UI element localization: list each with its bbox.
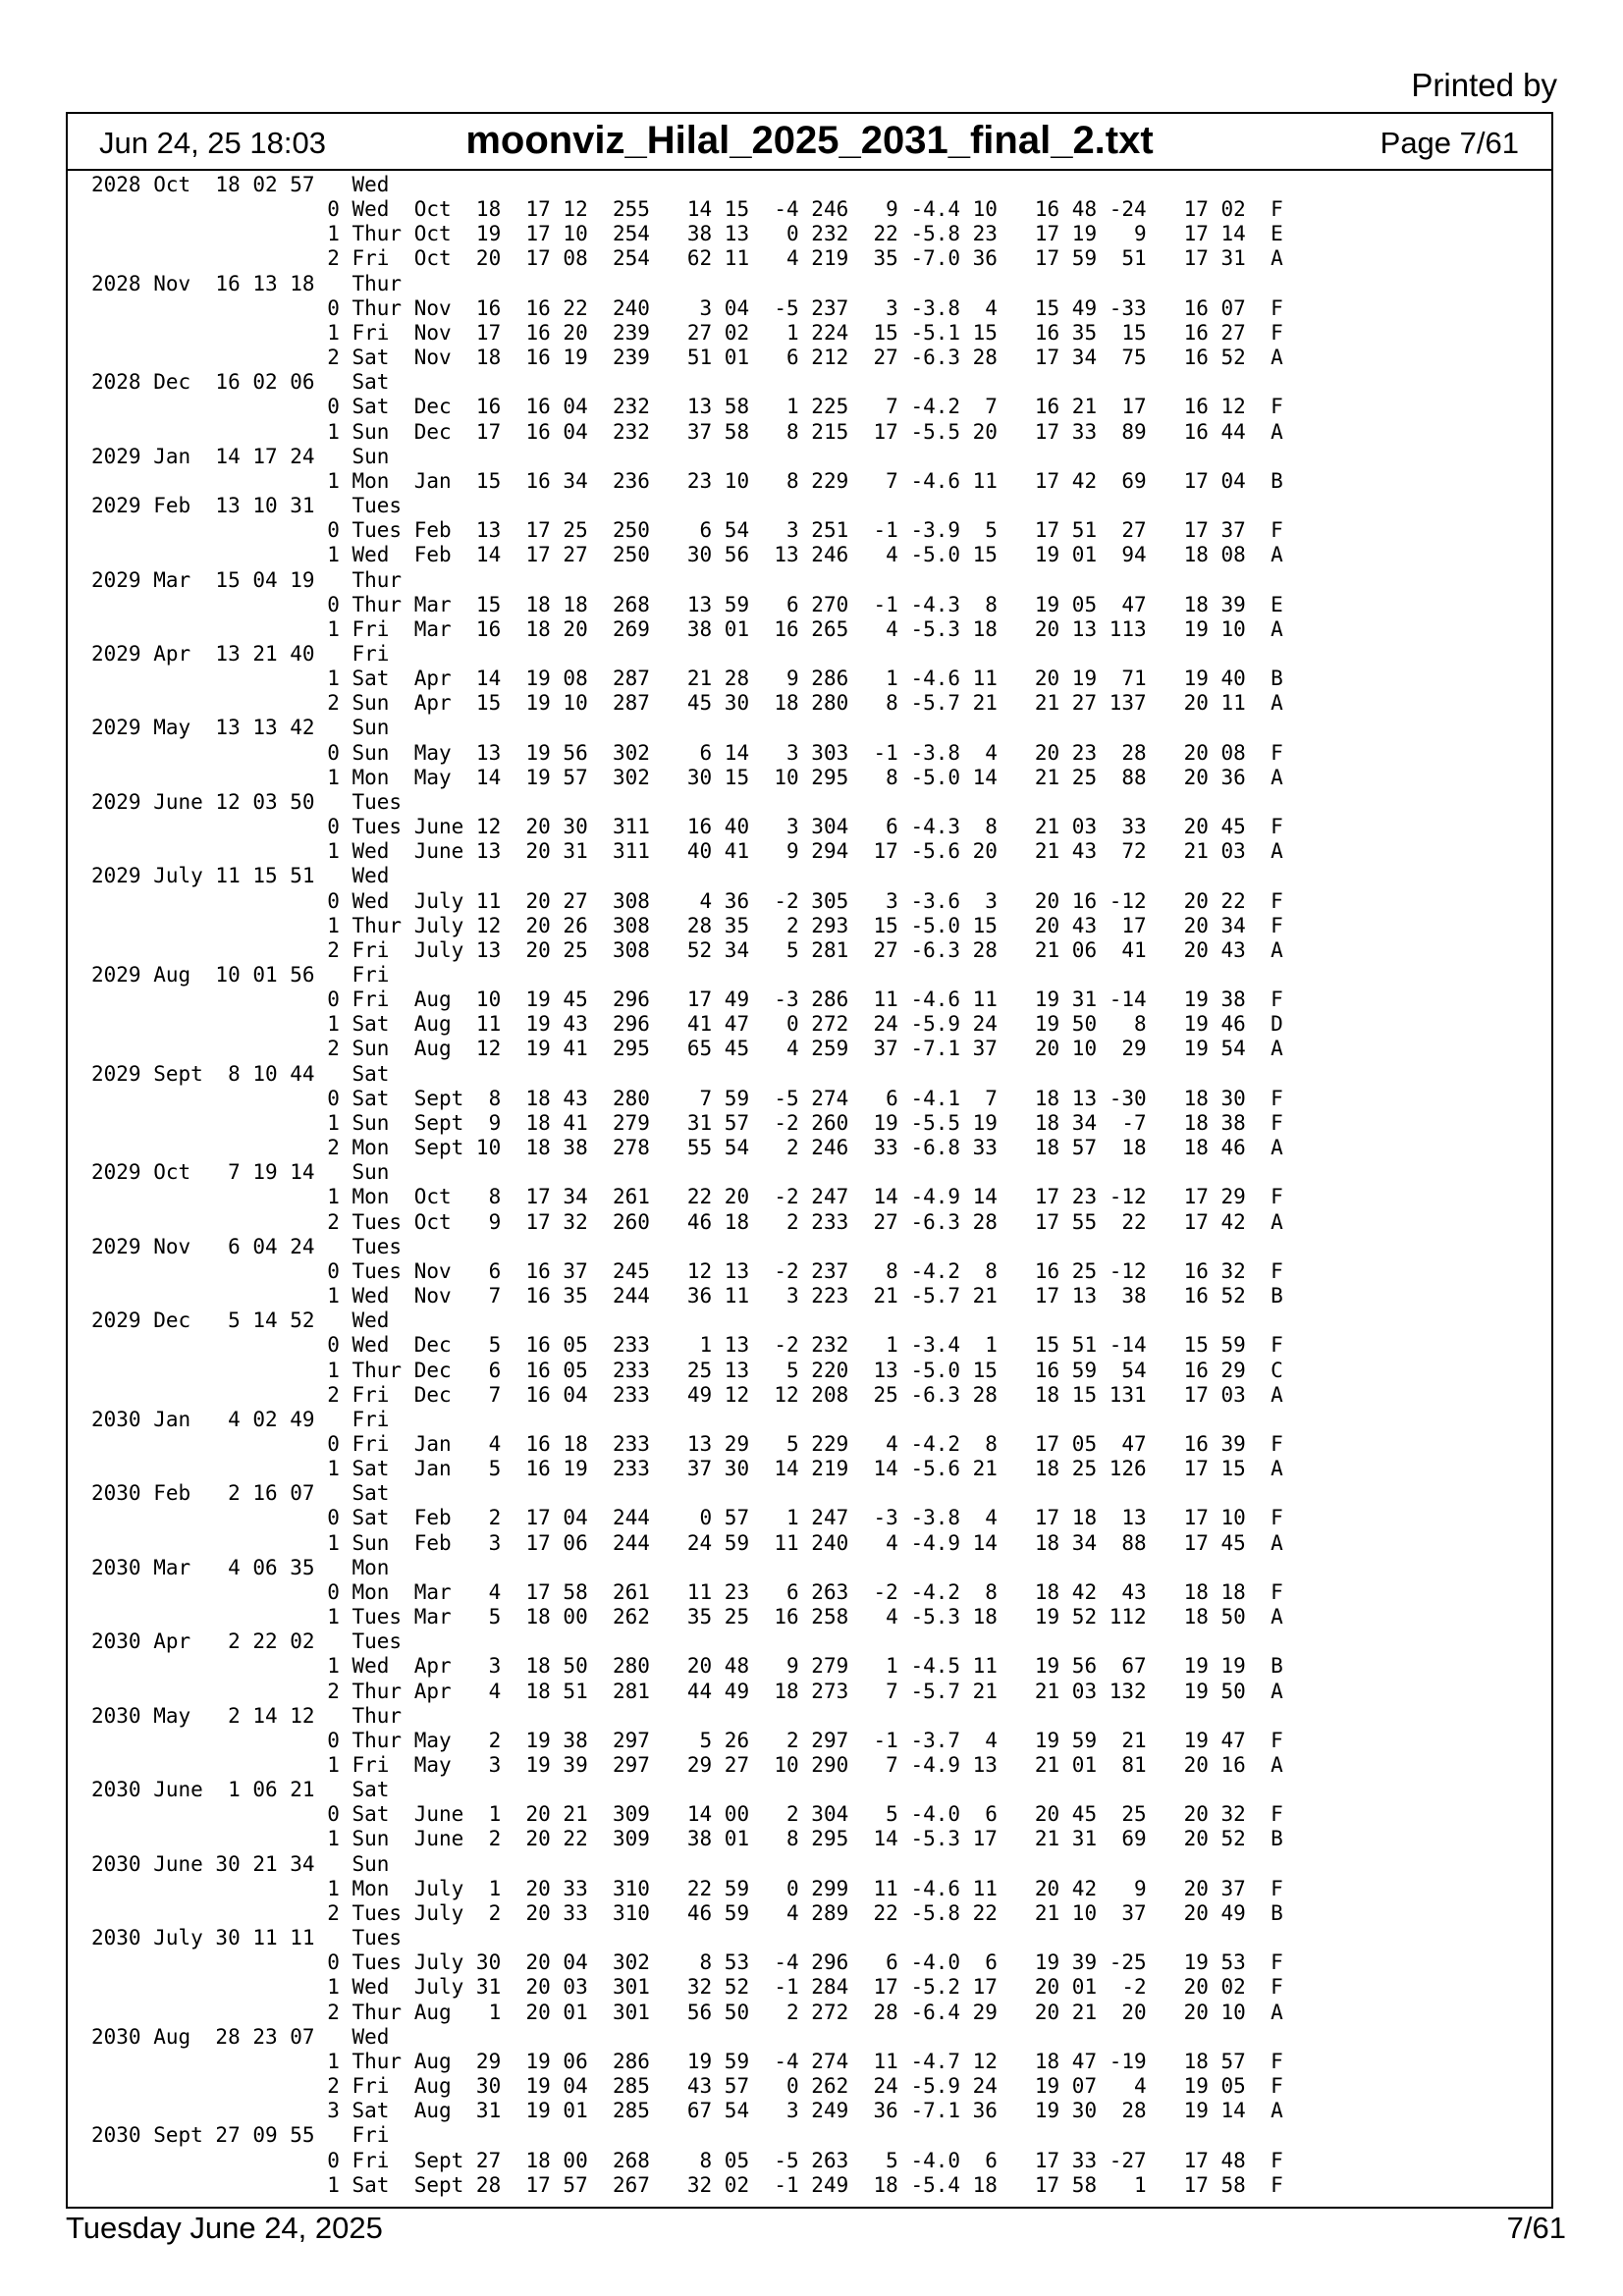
data-row-line: 1 Mon May 14 19 57 302 30 15 10 295 8 -5.0 14 21 25 88 20 36 A: [91, 765, 1283, 789]
data-row-line: 0 Sun May 13 19 56 302 6 14 3 303 -1 -3.8 4 20 23 28 20 08 F: [91, 740, 1283, 765]
data-row-line: 2 Fri Oct 20 17 08 254 62 11 4 219 35 -7.0 36 17 59 51 17 31 A: [91, 246, 1283, 271]
data-row-line: 0 Thur Mar 15 18 18 268 13 59 6 270 -1 -4.3 8 19 05 47 18 39 E: [91, 592, 1283, 616]
data-row-line: 2 Fri Dec 7 16 04 233 49 12 12 208 25 -6.3 28 18 15 131 17 03 A: [91, 1382, 1283, 1407]
data-row-line: 2 Fri Aug 30 19 04 285 43 57 0 262 24 -5.9 24 19 07 4 19 05 F: [91, 2074, 1283, 2099]
data-row-line: 0 Thur Nov 16 16 22 240 3 04 -5 237 3 -3.8 4 15 49 -33 16 07 F: [91, 295, 1283, 320]
data-row-line: 2 Thur Aug 1 20 01 301 56 50 2 272 28 -6.4 29 20 21 20 20 10 A: [91, 2000, 1283, 2024]
event-header-line: 2030 Sept 27 09 55 Fri: [91, 2123, 390, 2148]
data-row-line: 1 Thur Dec 6 16 05 233 25 13 5 220 13 -5.0 15 16 59 54 16 29 C: [91, 1358, 1283, 1382]
header-date: Jun 24, 25 18:03: [99, 126, 326, 160]
data-row-line: 0 Fri Sept 27 18 00 268 8 05 -5 263 5 -4.0 6 17 33 -27 17 48 F: [91, 2148, 1283, 2172]
data-row-line: 0 Wed Dec 5 16 05 233 1 13 -2 232 1 -3.4 1 15 51 -14 15 59 F: [91, 1333, 1283, 1358]
data-row-line: 1 Sun Dec 17 16 04 232 37 58 8 215 17 -5.5 20 17 33 89 16 44 A: [91, 419, 1283, 444]
data-row-line: 0 Thur May 2 19 38 297 5 26 2 297 -1 -3.7 4 19 59 21 19 47 F: [91, 1728, 1283, 1752]
data-row-line: 1 Sun Feb 3 17 06 244 24 59 11 240 4 -4.9 14 18 34 88 17 45 A: [91, 1530, 1283, 1555]
event-header-line: 2029 July 11 15 51 Wed: [91, 864, 390, 888]
data-row-line: 1 Fri Nov 17 16 20 239 27 02 1 224 15 -5.1 15 16 35 15 16 27 F: [91, 320, 1283, 345]
event-header-line: 2030 Feb 2 16 07 Sat: [91, 1481, 390, 1506]
event-header-line: 2030 Jan 4 02 49 Fri: [91, 1407, 390, 1431]
event-header-line: 2029 June 12 03 50 Tues: [91, 789, 403, 814]
data-row-line: 1 Wed Feb 14 17 27 250 30 56 13 246 4 -5.0 15 19 01 94 18 08 A: [91, 543, 1283, 567]
event-header-line: 2030 Mar 4 06 35 Mon: [91, 1555, 390, 1579]
data-row-line: 1 Mon July 1 20 33 310 22 59 0 299 11 -4.6 11 20 42 9 20 37 F: [91, 1876, 1283, 1900]
data-row-line: 0 Fri Aug 10 19 45 296 17 49 -3 286 11 -4.6 11 19 31 -14 19 38 F: [91, 988, 1283, 1012]
event-header-line: 2029 May 13 13 42 Sun: [91, 716, 390, 740]
data-row-line: 1 Sun June 2 20 22 309 38 01 8 295 14 -5.3 17 21 31 69 20 52 B: [91, 1827, 1283, 1851]
data-row-line: 1 Sat Aug 11 19 43 296 41 47 0 272 24 -5.9 24 19 50 8 19 46 D: [91, 1012, 1283, 1037]
event-header-line: 2030 Apr 2 22 02 Tues: [91, 1629, 403, 1654]
data-row-line: 0 Sat Sept 8 18 43 280 7 59 -5 274 6 -4.1 7 18 13 -30 18 30 F: [91, 1086, 1283, 1110]
data-row-line: 1 Fri May 3 19 39 297 29 27 10 290 7 -4.9 13 21 01 81 20 16 A: [91, 1753, 1283, 1777]
data-row-line: 0 Sat Dec 16 16 04 232 13 58 1 225 7 -4.2 7 16 21 17 16 12 F: [91, 395, 1283, 419]
printed-by-label: Printed by: [1411, 67, 1557, 103]
footer-date: Tuesday June 24, 2025: [66, 2211, 383, 2245]
header-filename: moonviz_Hilal_2025_2031_final_2.txt: [465, 119, 1154, 162]
data-row-line: 0 Sat June 1 20 21 309 14 00 2 304 5 -4.0 6 20 45 25 20 32 F: [91, 1802, 1283, 1827]
data-row-line: 1 Thur Oct 19 17 10 254 38 13 0 232 22 -5.8 23 17 19 9 17 14 E: [91, 222, 1283, 246]
event-header-line: 2028 Oct 18 02 57 Wed: [91, 173, 390, 196]
data-row-line: 2 Fri July 13 20 25 308 52 34 5 281 27 -6.3 28 21 06 41 20 43 A: [91, 937, 1283, 962]
data-row-line: 2 Sun Aug 12 19 41 295 65 45 4 259 37 -7.1 37 20 10 29 19 54 A: [91, 1037, 1283, 1061]
text-body: [91, 173, 1542, 2203]
data-row-line: 1 Wed Apr 3 18 50 280 20 48 9 279 1 -4.5 11 19 56 67 19 19 B: [91, 1654, 1283, 1679]
data-row-line: 1 Wed Nov 7 16 35 244 36 11 3 223 21 -5.7 21 17 13 38 16 52 B: [91, 1284, 1283, 1308]
data-row-line: 2 Sat Nov 18 16 19 239 51 01 6 212 27 -6.3 28 17 34 75 16 52 A: [91, 346, 1283, 370]
event-header-line: 2029 Apr 13 21 40 Fri: [91, 641, 390, 666]
data-row-line: 2 Tues Oct 9 17 32 260 46 18 2 233 27 -6.3 28 17 55 22 17 42 A: [91, 1209, 1283, 1234]
data-row-line: 0 Tues Nov 6 16 37 245 12 13 -2 237 8 -4.2 8 16 25 -12 16 32 F: [91, 1258, 1283, 1283]
data-row-line: 1 Fri Mar 16 18 20 269 38 01 16 265 4 -5.3 18 20 13 113 19 10 A: [91, 616, 1283, 641]
data-row-line: 3 Sat Aug 31 19 01 285 67 54 3 249 36 -7.1 36 19 30 28 19 14 A: [91, 2099, 1283, 2123]
event-header-line: 2028 Dec 16 02 06 Sat: [91, 370, 390, 395]
event-header-line: 2030 June 1 06 21 Sat: [91, 1778, 390, 1802]
event-header-line: 2029 Jan 14 17 24 Sun: [91, 444, 390, 468]
data-row-line: 2 Sun Apr 15 19 10 287 45 30 18 280 8 -5.7 21 21 27 137 20 11 A: [91, 691, 1283, 716]
event-header-line: 2029 Oct 7 19 14 Sun: [91, 1160, 390, 1185]
data-row-line: 2 Tues July 2 20 33 310 46 59 4 289 22 -5.8 22 21 10 37 20 49 B: [91, 1900, 1283, 1925]
header-page-number: Page 7/61: [1380, 126, 1519, 160]
event-header-line: 2029 Dec 5 14 52 Wed: [91, 1308, 390, 1333]
event-header-line: 2029 Mar 15 04 19 Thur: [91, 567, 403, 592]
event-header-line: 2030 July 30 11 11 Tues: [91, 1926, 403, 1950]
data-row-line: 1 Mon Jan 15 16 34 236 23 10 8 229 7 -4.6 11 17 42 69 17 04 B: [91, 468, 1283, 493]
data-row-line: 1 Mon Oct 8 17 34 261 22 20 -2 247 14 -4.9 14 17 23 -12 17 29 F: [91, 1185, 1283, 1209]
data-row-line: 1 Sat Sept 28 17 57 267 32 02 -1 249 18 -5.4 18 17 58 1 17 58 F: [91, 2172, 1283, 2197]
data-row-line: 1 Thur July 12 20 26 308 28 35 2 293 15 -5.0 15 20 43 17 20 34 F: [91, 913, 1283, 937]
data-row-line: 2 Thur Apr 4 18 51 281 44 49 18 273 7 -5.7 21 21 03 132 19 50 A: [91, 1679, 1283, 1703]
data-row-line: 0 Fri Jan 4 16 18 233 13 29 5 229 4 -4.2 8 17 05 47 16 39 F: [91, 1431, 1283, 1456]
data-row-line: 1 Sat Apr 14 19 08 287 21 28 9 286 1 -4.6 11 20 19 71 19 40 B: [91, 667, 1283, 691]
data-row-line: 2 Mon Sept 10 18 38 278 55 54 2 246 33 -6.8 33 18 57 18 18 46 A: [91, 1136, 1283, 1160]
data-row-line: 0 Tues June 12 20 30 311 16 40 3 304 6 -4.3 8 21 03 33 20 45 F: [91, 815, 1283, 839]
data-row-line: 0 Wed Oct 18 17 12 255 14 15 -4 246 9 -4.4 10 16 48 -24 17 02 F: [91, 197, 1283, 222]
data-row-line: 1 Wed July 31 20 03 301 32 52 -1 284 17 -5.2 17 20 01 -2 20 02 F: [91, 1975, 1283, 2000]
event-header-line: 2029 Nov 6 04 24 Tues: [91, 1234, 403, 1258]
event-header-line: 2028 Nov 16 13 18 Thur: [91, 271, 403, 295]
data-row-line: 0 Wed July 11 20 27 308 4 36 -2 305 3 -3.6 3 20 16 -12 20 22 F: [91, 888, 1283, 913]
data-row-line: 1 Wed June 13 20 31 311 40 41 9 294 17 -5.6 20 21 43 72 21 03 A: [91, 839, 1283, 864]
data-row-line: 1 Tues Mar 5 18 00 262 35 25 16 258 4 -5.3 18 19 52 112 18 50 A: [91, 1605, 1283, 1629]
data-row-line: 0 Mon Mar 4 17 58 261 11 23 6 263 -2 -4.2 8 18 42 43 18 18 F: [91, 1579, 1283, 1604]
data-row-line: 0 Tues July 30 20 04 302 8 53 -4 296 6 -4.0 6 19 39 -25 19 53 F: [91, 1950, 1283, 1975]
event-header-line: 2029 Feb 13 10 31 Tues: [91, 494, 403, 518]
footer-page-number: 7/61: [1506, 2211, 1566, 2245]
page-header: [68, 114, 1551, 171]
data-row-line: 0 Sat Feb 2 17 04 244 0 57 1 247 -3 -3.8 4 17 18 13 17 10 F: [91, 1506, 1283, 1530]
data-row-line: 1 Thur Aug 29 19 06 286 19 59 -4 274 11 -4.7 12 18 47 -19 18 57 F: [91, 2049, 1283, 2073]
page-frame: [66, 112, 1553, 2209]
data-row-line: 1 Sun Sept 9 18 41 279 31 57 -2 260 19 -5.5 19 18 34 -7 18 38 F: [91, 1110, 1283, 1135]
event-header-line: 2030 May 2 14 12 Thur: [91, 1703, 403, 1728]
event-header-line: 2030 Aug 28 23 07 Wed: [91, 2024, 390, 2049]
event-header-line: 2030 June 30 21 34 Sun: [91, 1851, 390, 1876]
event-header-line: 2029 Sept 8 10 44 Sat: [91, 1061, 390, 1086]
event-header-line: 2029 Aug 10 01 56 Fri: [91, 963, 390, 987]
data-row-line: 1 Sat Jan 5 16 19 233 37 30 14 219 14 -5.6 21 18 25 126 17 15 A: [91, 1457, 1283, 1481]
data-row-line: 0 Tues Feb 13 17 25 250 6 54 3 251 -1 -3.9 5 17 51 27 17 37 F: [91, 518, 1283, 543]
